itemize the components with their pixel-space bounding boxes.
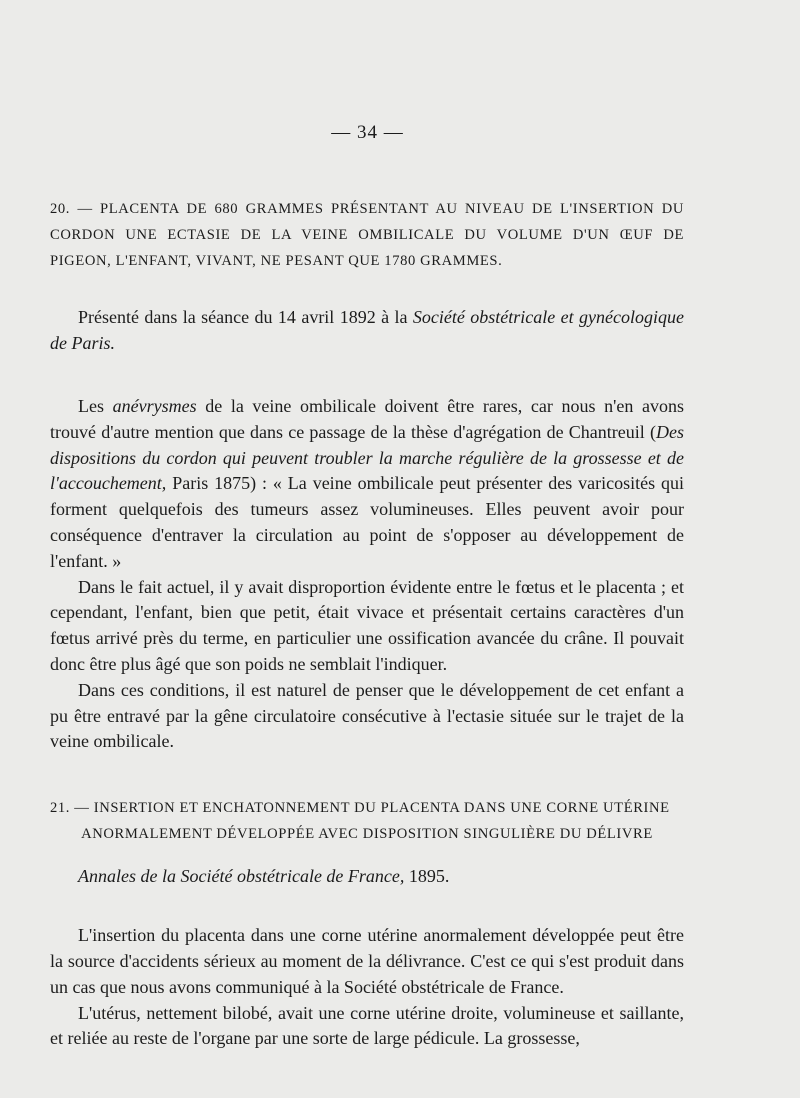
section-21-heading-line-1: 21. — INSERTION ET ENCHATONNEMENT DU PLACENTA DANS UNE CORNE UTÉRINE — [50, 800, 670, 817]
page-content — [50, 196, 684, 1052]
page-number: — 34 — — [331, 122, 404, 143]
text-run: de la veine ombilicale doivent être rares, car nous n'en avons trouvé d'autre mention que dans ce passage de la thèse d'agrégation de Chantreuil ( — [50, 396, 684, 442]
section-21-source-journal: Annales de la Société obstétricale de France, — [78, 866, 405, 887]
section-20-source-society: Société obstétricale et gynécologique de Paris. — [50, 307, 685, 353]
section-20-paragraph-1 — [50, 394, 684, 575]
section-21-heading-line-2: ANORMALEMENT DÉVELOPPÉE AVEC DISPOSITION SINGULIÈRE DU DÉLIVRE — [81, 826, 653, 843]
text-run: Les — [78, 396, 113, 416]
section-20-paragraph-2: Dans le fait actuel, il y avait disproportion évidente entre le fœtus et le placenta ; et cependant, l'enfant, bien que petit, était vivace et présentait certains caractères d'un fœtus arrivé près du terme, en particulier une ossification avancée du crâne. Il pouvait donc être plus âgé que son poids ne semblait l'indiquer. — [50, 576, 684, 674]
section-21-paragraph-1: L'insertion du placenta dans une corne utérine anormalement développée peut être la source d'accidents sérieux au moment de la délivrance. C'est ce qui s'est produit dans un cas que nous avons communiqué à la Société obstétricale de France. — [50, 925, 684, 997]
section-20-paragraph-3: Dans ces conditions, il est naturel de penser que le développement de cet enfant a pu être entravé par la gêne circulatoire consécutive à l'ectasie située sur le trajet de la veine ombilicale. — [50, 679, 684, 752]
section-20-source — [50, 304, 684, 356]
section-21-source-year: 1895. — [404, 866, 450, 887]
section-21-paragraph-2: L'utérus, nettement bilobé, avait une corne utérine droite, volumineuse et saillante, et reliée au reste de l'organe par une sorte de large pédicule. La grossesse, — [50, 1002, 684, 1049]
section-20-heading: 20. — PLACENTA DE 680 GRAMMES PRÉSENTANT AU NIVEAU DE L'INSERTION DU CORDON UNE ECTASIE DE LA VEINE OMBILICALE DU VOLUME D'UN ŒUF DE PIGEON, L'ENFANT, VIVANT, NE PESANT QUE 1780 GRAMMES. — [50, 201, 684, 269]
section-21-source — [50, 863, 684, 889]
section-20-source-prefix: Présenté dans la séance du 14 avril 1892 à la — [78, 307, 413, 327]
italic-term: anévrysmes — [112, 396, 197, 416]
text-run: Paris 1875) : « La veine ombilicale peut présenter des varicosités qui forment quelquefois des tumeurs assez volumineuses. Elles peuvent avoir pour conséquence d'entraver la circulation au point de s'opposer au développement de l'enfant. » — [50, 473, 684, 571]
italic-title: Des dispositions du cordon qui peuvent troubler la marche régulière de la grossesse et de l'accouchement, — [50, 421, 684, 494]
